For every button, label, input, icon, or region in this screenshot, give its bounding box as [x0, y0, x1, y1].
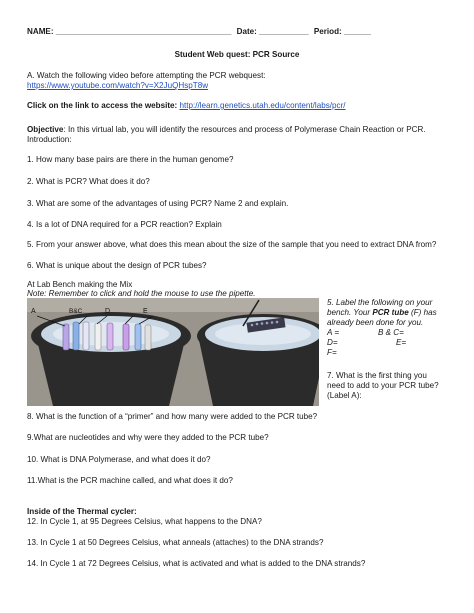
q5-line2-post: (F) has [408, 308, 437, 317]
question-8: 8. What is the function of a “primer” and how many were added to the PCR tube? [27, 412, 318, 421]
header-row [27, 27, 454, 37]
q5-line1: 5. Label the following on your [327, 298, 433, 307]
name-label: NAME: [27, 27, 54, 36]
page-title: Student Web quest: PCR Source [174, 50, 300, 59]
question-10: 10. What is DNA Polymerase, and what does it do? [27, 455, 211, 464]
section-a-text: A. Watch the following video before attempting the PCR webquest: [27, 71, 266, 80]
period-blank: ______ [344, 27, 372, 36]
question-4: 4. Is a lot of DNA required for a PCR reaction? Explain [27, 220, 222, 229]
question-9: 9.What are nucleotides and why were they added to the PCR tube? [27, 433, 269, 442]
question-1: 1. How many base pairs are there in the human genome? [27, 155, 234, 164]
introduction-label: Introduction: [27, 135, 72, 144]
question-12: 12. In Cycle 1, at 95 Degrees Celsius, what happens to the DNA? [27, 517, 262, 526]
q5-line3: already been done for you. [327, 318, 424, 327]
date-blank: ___________ [259, 27, 309, 36]
question-2: 2. What is PCR? What does it do? [27, 177, 150, 186]
q5-pcr-tube: PCR tube [372, 308, 409, 317]
lab-bench-figure [27, 298, 319, 406]
video-link-row [27, 81, 454, 91]
q5-label-e: E= [396, 338, 407, 347]
date-label: Date: [236, 27, 257, 36]
q5-line2 [327, 308, 437, 318]
q5-label-a: A = [327, 328, 340, 337]
tube-rack [63, 322, 151, 350]
figure-label-d: D [105, 308, 111, 315]
question-3: 3. What are some of the advantages of using PCR? Name 2 and explain. [27, 199, 289, 208]
question-5: 5. From your answer above, what does this mean about the size of the sample that you need to extract DNA from? [27, 240, 437, 249]
question-11: 11.What is the PCR machine called, and what does it do? [27, 476, 233, 485]
q5-label-d: D= [327, 338, 338, 347]
name-blank: _______________________________________ [55, 27, 232, 36]
lab-bench-heading: At Lab Bench making the Mix [27, 280, 133, 289]
question-6: 6. What is unique about the design of PCR tubes? [27, 261, 207, 270]
q5-label-f: F= [327, 348, 337, 357]
q7-line2: need to add to your PCR tube? [327, 381, 439, 390]
thermal-heading: Inside of the Thermal cycler: [27, 507, 137, 516]
period-label: Period: [313, 27, 342, 36]
video-link[interactable]: https://www.youtube.com/watch?v=X2JuQHspT8w [27, 81, 209, 90]
objective-row [27, 125, 454, 135]
question-14: 14. In Cycle 1 at 72 Degrees Celsius, what is activated and what is added to the DNA strands? [27, 559, 366, 568]
q5-line2-pre: bench. Your [327, 308, 373, 317]
lab-bench-note: Note: Remember to click and hold the mouse to use the pipette. [27, 289, 256, 298]
website-label: Click on the link to access the website: [27, 101, 178, 110]
q5-label-bc: B & C= [378, 328, 404, 337]
website-link[interactable]: http://learn.genetics.utah.edu/content/labs/pcr/ [179, 101, 346, 110]
figure-label-e: E [143, 308, 148, 315]
question-13: 13. In Cycle 1 at 50 Degrees Celsius, what anneals (attaches) to the DNA strands? [27, 538, 324, 547]
figure-label-bc: B&C [69, 308, 83, 315]
q7-line3: (Label A): [327, 391, 362, 400]
objective-text: : In this virtual lab, you will identify the resources and process of Polymerase Chain Reaction or PCR. [63, 125, 426, 134]
website-row [27, 101, 454, 111]
q7-line1: 7. What is the first thing you [327, 371, 427, 380]
objective-label: Objective [27, 125, 64, 134]
figure-label-a: A [31, 308, 36, 315]
